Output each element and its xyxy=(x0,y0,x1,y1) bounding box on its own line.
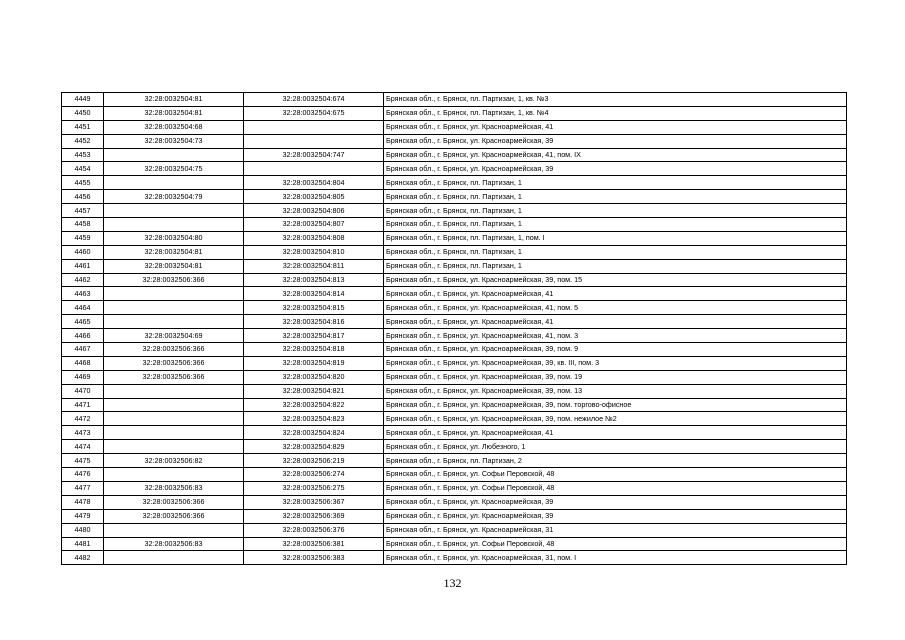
cell-address: Брянская обл., г. Брянск, ул. Любезного, 1 xyxy=(384,440,847,454)
cell-cadastral-number-object: 32:28:0032504:824 xyxy=(244,426,384,440)
table-row xyxy=(62,440,847,454)
cell-cadastral-number-object: 32:28:0032506:274 xyxy=(244,468,384,482)
cell-address: Брянская обл., г. Брянск, ул. Красноармейская, 41 xyxy=(384,287,847,301)
cell-number: 4468 xyxy=(62,356,104,370)
cell-cadastral-number-object: 32:28:0032504:806 xyxy=(244,204,384,218)
cell-number: 4480 xyxy=(62,523,104,537)
cell-number: 4476 xyxy=(62,468,104,482)
table-row xyxy=(62,259,847,273)
cell-cadastral-number-object: 32:28:0032504:807 xyxy=(244,218,384,232)
cell-address: Брянская обл., г. Брянск, ул. Красноармейская, 41 xyxy=(384,315,847,329)
cell-address: Брянская обл., г. Брянск, ул. Красноармейская, 39 xyxy=(384,134,847,148)
cell-cadastral-number-parcel xyxy=(104,384,244,398)
cell-cadastral-number-object: 32:28:0032506:367 xyxy=(244,495,384,509)
cell-address: Брянская обл., г. Брянск, ул. Красноармейская, 41, пом. IX xyxy=(384,148,847,162)
cell-address: Брянская обл., г. Брянск, пл. Партизан, 2 xyxy=(384,454,847,468)
cell-number: 4471 xyxy=(62,398,104,412)
table-row xyxy=(62,106,847,120)
cell-address: Брянская обл., г. Брянск, ул. Красноармейская, 39 xyxy=(384,162,847,176)
table-row xyxy=(62,370,847,384)
table-row xyxy=(62,93,847,107)
cell-number: 4457 xyxy=(62,204,104,218)
cell-cadastral-number-parcel xyxy=(104,176,244,190)
table-row xyxy=(62,356,847,370)
cell-number: 4456 xyxy=(62,190,104,204)
table-row xyxy=(62,481,847,495)
cell-cadastral-number-object xyxy=(244,134,384,148)
cell-cadastral-number-object: 32:28:0032504:816 xyxy=(244,315,384,329)
cell-address: Брянская обл., г. Брянск, ул. Красноармейская, 39, кв. III, пом. 3 xyxy=(384,356,847,370)
cell-cadastral-number-object: 32:28:0032506:275 xyxy=(244,481,384,495)
cell-cadastral-number-object: 32:28:0032504:805 xyxy=(244,190,384,204)
cell-cadastral-number-parcel: 32:28:0032504:68 xyxy=(104,120,244,134)
registry-table xyxy=(61,92,847,565)
cell-number: 4452 xyxy=(62,134,104,148)
cell-number: 4449 xyxy=(62,93,104,107)
cell-cadastral-number-object: 32:28:0032504:811 xyxy=(244,259,384,273)
cell-cadastral-number-object: 32:28:0032506:383 xyxy=(244,551,384,565)
cell-cadastral-number-object: 32:28:0032504:674 xyxy=(244,93,384,107)
cell-address: Брянская обл., г. Брянск, пл. Партизан, 1, кв. №4 xyxy=(384,106,847,120)
cell-number: 4450 xyxy=(62,106,104,120)
cell-address: Брянская обл., г. Брянск, пл. Партизан, 1 xyxy=(384,204,847,218)
table-row xyxy=(62,343,847,357)
cell-address: Брянская обл., г. Брянск, ул. Красноармейская, 39, пом. 13 xyxy=(384,384,847,398)
cell-address: Брянская обл., г. Брянск, ул. Красноармейская, 31, пом. I xyxy=(384,551,847,565)
cell-cadastral-number-object: 32:28:0032506:376 xyxy=(244,523,384,537)
cell-cadastral-number-object: 32:28:0032504:815 xyxy=(244,301,384,315)
cell-cadastral-number-parcel: 32:28:0032506:82 xyxy=(104,454,244,468)
cell-address: Брянская обл., г. Брянск, ул. Красноармейская, 39, пом. торгово-офисное xyxy=(384,398,847,412)
cell-cadastral-number-parcel: 32:28:0032506:366 xyxy=(104,495,244,509)
cell-cadastral-number-object xyxy=(244,162,384,176)
cell-address: Брянская обл., г. Брянск, ул. Красноармейская, 39, пом. 15 xyxy=(384,273,847,287)
cell-address: Брянская обл., г. Брянск, ул. Софьи Перовской, 48 xyxy=(384,468,847,482)
cell-cadastral-number-parcel: 32:28:0032506:366 xyxy=(104,370,244,384)
cell-number: 4460 xyxy=(62,245,104,259)
table-row xyxy=(62,190,847,204)
cell-cadastral-number-parcel: 32:28:0032504:79 xyxy=(104,190,244,204)
cell-address: Брянская обл., г. Брянск, пл. Партизан, 1 xyxy=(384,245,847,259)
table-row xyxy=(62,218,847,232)
cell-cadastral-number-parcel xyxy=(104,315,244,329)
cell-cadastral-number-object: 32:28:0032504:747 xyxy=(244,148,384,162)
cell-cadastral-number-parcel xyxy=(104,468,244,482)
cell-cadastral-number-parcel: 32:28:0032504:81 xyxy=(104,245,244,259)
cell-number: 4464 xyxy=(62,301,104,315)
table-row xyxy=(62,537,847,551)
cell-number: 4478 xyxy=(62,495,104,509)
table-row xyxy=(62,412,847,426)
table-row xyxy=(62,398,847,412)
table-row xyxy=(62,120,847,134)
cell-cadastral-number-object: 32:28:0032504:810 xyxy=(244,245,384,259)
page-number: 132 xyxy=(443,576,462,590)
table-row xyxy=(62,551,847,565)
cell-cadastral-number-object: 32:28:0032504:675 xyxy=(244,106,384,120)
cell-cadastral-number-object: 32:28:0032504:822 xyxy=(244,398,384,412)
cell-cadastral-number-parcel: 32:28:0032506:366 xyxy=(104,273,244,287)
cell-cadastral-number-parcel xyxy=(104,523,244,537)
cell-cadastral-number-object: 32:28:0032506:219 xyxy=(244,454,384,468)
cell-cadastral-number-parcel: 32:28:0032504:81 xyxy=(104,106,244,120)
cell-number: 4454 xyxy=(62,162,104,176)
cell-number: 4465 xyxy=(62,315,104,329)
cell-address: Брянская обл., г. Брянск, ул. Красноармейская, 39, пом. 9 xyxy=(384,343,847,357)
cell-cadastral-number-parcel: 32:28:0032504:81 xyxy=(104,259,244,273)
cell-number: 4479 xyxy=(62,509,104,523)
cell-number: 4470 xyxy=(62,384,104,398)
cell-cadastral-number-parcel xyxy=(104,204,244,218)
cell-number: 4463 xyxy=(62,287,104,301)
table-row xyxy=(62,468,847,482)
cell-cadastral-number-parcel: 32:28:0032504:81 xyxy=(104,93,244,107)
cell-cadastral-number-object: 32:28:0032504:823 xyxy=(244,412,384,426)
cell-address: Брянская обл., г. Брянск, ул. Красноармейская, 31 xyxy=(384,523,847,537)
cell-number: 4459 xyxy=(62,231,104,245)
table-row xyxy=(62,523,847,537)
cell-number: 4453 xyxy=(62,148,104,162)
cell-address: Брянская обл., г. Брянск, ул. Красноармейская, 39, пом. нежилое №2 xyxy=(384,412,847,426)
cell-cadastral-number-parcel xyxy=(104,426,244,440)
table-row xyxy=(62,231,847,245)
table-row xyxy=(62,162,847,176)
cell-cadastral-number-parcel xyxy=(104,440,244,454)
table-row xyxy=(62,176,847,190)
cell-number: 4458 xyxy=(62,218,104,232)
cell-cadastral-number-parcel: 32:28:0032504:80 xyxy=(104,231,244,245)
cell-address: Брянская обл., г. Брянск, пл. Партизан, 1 xyxy=(384,259,847,273)
cell-cadastral-number-parcel xyxy=(104,412,244,426)
table-row xyxy=(62,301,847,315)
cell-cadastral-number-parcel xyxy=(104,148,244,162)
cell-cadastral-number-parcel: 32:28:0032506:366 xyxy=(104,509,244,523)
table-row xyxy=(62,245,847,259)
cell-cadastral-number-parcel xyxy=(104,287,244,301)
table-row xyxy=(62,273,847,287)
table-row xyxy=(62,495,847,509)
cell-number: 4455 xyxy=(62,176,104,190)
cell-address: Брянская обл., г. Брянск, пл. Партизан, 1, кв. №3 xyxy=(384,93,847,107)
table-row xyxy=(62,384,847,398)
cell-cadastral-number-object: 32:28:0032504:813 xyxy=(244,273,384,287)
table-row xyxy=(62,509,847,523)
cell-cadastral-number-parcel: 32:28:0032506:366 xyxy=(104,343,244,357)
cell-number: 4473 xyxy=(62,426,104,440)
cell-cadastral-number-parcel: 32:28:0032504:73 xyxy=(104,134,244,148)
cell-cadastral-number-object: 32:28:0032504:819 xyxy=(244,356,384,370)
table-row xyxy=(62,329,847,343)
cell-address: Брянская обл., г. Брянск, ул. Красноармейская, 41, пом. 5 xyxy=(384,301,847,315)
cell-cadastral-number-object: 32:28:0032504:821 xyxy=(244,384,384,398)
table-row xyxy=(62,426,847,440)
cell-address: Брянская обл., г. Брянск, ул. Красноармейская, 41 xyxy=(384,426,847,440)
cell-number: 4466 xyxy=(62,329,104,343)
cell-address: Брянская обл., г. Брянск, ул. Красноармейская, 39 xyxy=(384,495,847,509)
cell-number: 4482 xyxy=(62,551,104,565)
cell-address: Брянская обл., г. Брянск, пл. Партизан, 1 xyxy=(384,190,847,204)
cell-cadastral-number-object: 32:28:0032504:829 xyxy=(244,440,384,454)
cell-cadastral-number-parcel: 32:28:0032504:69 xyxy=(104,329,244,343)
cell-address: Брянская обл., г. Брянск, ул. Красноармейская, 39, пом. 19 xyxy=(384,370,847,384)
cell-cadastral-number-object: 32:28:0032506:381 xyxy=(244,537,384,551)
registry-table-body xyxy=(62,93,847,565)
cell-cadastral-number-parcel: 32:28:0032506:366 xyxy=(104,356,244,370)
table-row xyxy=(62,148,847,162)
cell-number: 4475 xyxy=(62,454,104,468)
cell-cadastral-number-parcel xyxy=(104,218,244,232)
cell-cadastral-number-object: 32:28:0032504:818 xyxy=(244,343,384,357)
cell-number: 4461 xyxy=(62,259,104,273)
cell-number: 4467 xyxy=(62,343,104,357)
table-row xyxy=(62,134,847,148)
cell-cadastral-number-object: 32:28:0032504:820 xyxy=(244,370,384,384)
table-row xyxy=(62,287,847,301)
cell-cadastral-number-object xyxy=(244,120,384,134)
cell-cadastral-number-object: 32:28:0032504:808 xyxy=(244,231,384,245)
cell-number: 4481 xyxy=(62,537,104,551)
cell-address: Брянская обл., г. Брянск, ул. Красноармейская, 39 xyxy=(384,509,847,523)
table-row xyxy=(62,454,847,468)
cell-address: Брянская обл., г. Брянск, пл. Партизан, 1, пом. I xyxy=(384,231,847,245)
cell-address: Брянская обл., г. Брянск, ул. Красноармейская, 41 xyxy=(384,120,847,134)
cell-address: Брянская обл., г. Брянск, пл. Партизан, 1 xyxy=(384,176,847,190)
cell-cadastral-number-parcel xyxy=(104,398,244,412)
cell-number: 4469 xyxy=(62,370,104,384)
cell-cadastral-number-object: 32:28:0032504:814 xyxy=(244,287,384,301)
cell-cadastral-number-parcel: 32:28:0032506:83 xyxy=(104,537,244,551)
cell-number: 4451 xyxy=(62,120,104,134)
cell-address: Брянская обл., г. Брянск, ул. Софьи Перовской, 48 xyxy=(384,481,847,495)
cell-cadastral-number-parcel xyxy=(104,301,244,315)
cell-number: 4474 xyxy=(62,440,104,454)
cell-address: Брянская обл., г. Брянск, пл. Партизан, 1 xyxy=(384,218,847,232)
cell-cadastral-number-object: 32:28:0032504:804 xyxy=(244,176,384,190)
cell-cadastral-number-parcel: 32:28:0032504:75 xyxy=(104,162,244,176)
cell-number: 4472 xyxy=(62,412,104,426)
cell-cadastral-number-object: 32:28:0032504:817 xyxy=(244,329,384,343)
cell-number: 4477 xyxy=(62,481,104,495)
cell-number: 4462 xyxy=(62,273,104,287)
cell-address: Брянская обл., г. Брянск, ул. Софьи Перовской, 48 xyxy=(384,537,847,551)
table-row xyxy=(62,204,847,218)
cell-cadastral-number-parcel xyxy=(104,551,244,565)
table-row xyxy=(62,315,847,329)
cell-cadastral-number-object: 32:28:0032506:369 xyxy=(244,509,384,523)
cell-address: Брянская обл., г. Брянск, ул. Красноармейская, 41, пом. 3 xyxy=(384,329,847,343)
cell-cadastral-number-parcel: 32:28:0032506:83 xyxy=(104,481,244,495)
